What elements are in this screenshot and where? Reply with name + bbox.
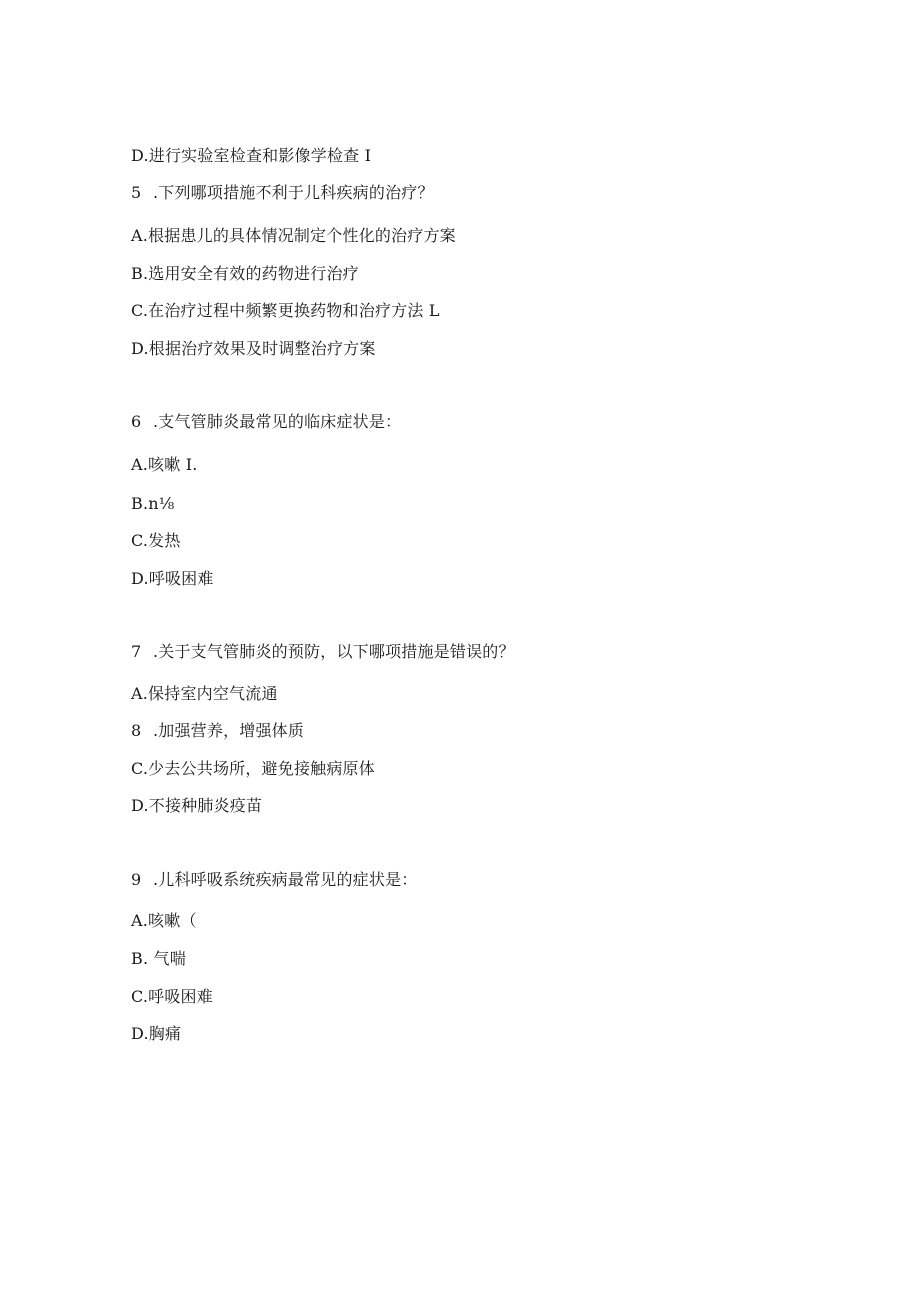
- option-a: A.咳嗽 I.: [131, 455, 198, 474]
- question-8: [131, 721, 304, 741]
- option-a: A.保持室内空气流通: [131, 684, 278, 703]
- option-c: C.在治疗过程中频繁更换药物和治疗方法 L: [131, 301, 440, 320]
- option-b: B. 气喘: [131, 949, 186, 968]
- question-5: [131, 183, 434, 203]
- question-number: 8: [131, 721, 142, 740]
- option-a: A.咳嗽（: [131, 911, 197, 930]
- question-7: [131, 642, 515, 662]
- option-a: A.根据患儿的具体情况制定个性化的治疗方案: [131, 226, 456, 245]
- question-text: .关于支气管肺炎的预防，以下哪项措施是错误的？: [153, 642, 515, 661]
- question-6: [131, 412, 401, 432]
- question-number: 9: [131, 870, 142, 889]
- question-number: 7: [131, 642, 142, 661]
- question-text: .支气管肺炎最常见的临床症状是：: [153, 412, 402, 431]
- option-c: C.少去公共场所，避免接触病原体: [131, 759, 375, 778]
- option-c: C.呼吸困难: [131, 987, 213, 1006]
- option-b: B.选用安全有效的药物进行治疗: [131, 264, 359, 283]
- option-d: D.不接种肺炎疫苗: [131, 796, 263, 815]
- option-d-lab-imaging: D.进行实验室检查和影像学检查 I: [131, 146, 372, 165]
- option-d: D.呼吸困难: [131, 569, 214, 588]
- question-text: .加强营养，增强体质: [153, 721, 305, 740]
- option-d: D.胸痛: [131, 1024, 182, 1043]
- question-number: 6: [131, 412, 142, 431]
- option-b: B.n⅛: [131, 494, 175, 513]
- question-text: .下列哪项措施不利于儿科疾病的治疗？: [153, 183, 434, 202]
- option-c: C.发热: [131, 531, 181, 550]
- question-9: [131, 870, 418, 890]
- option-d: D.根据治疗效果及时调整治疗方案: [131, 339, 376, 358]
- question-text: .儿科呼吸系统疾病最常见的症状是：: [153, 870, 418, 889]
- question-number: 5: [131, 183, 142, 202]
